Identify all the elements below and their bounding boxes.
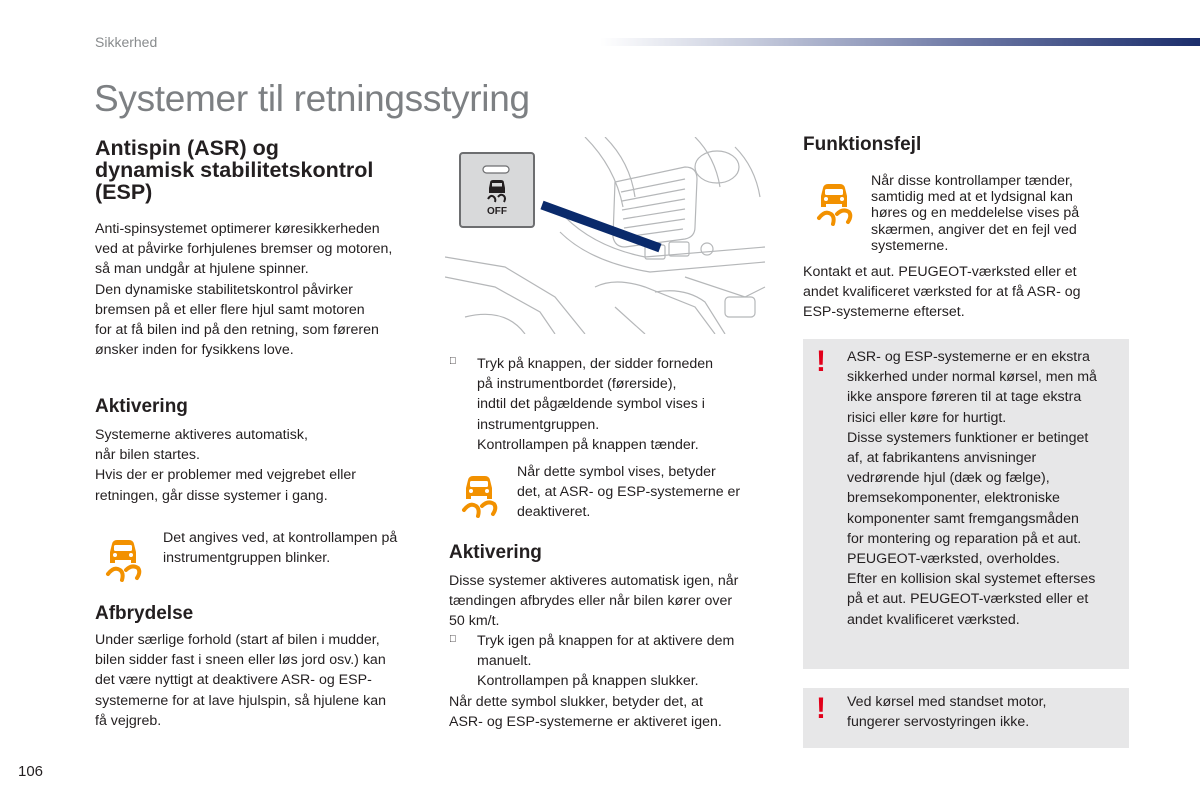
off-label: OFF: [487, 206, 507, 217]
page-number: 106: [18, 763, 44, 780]
deactivation-text: Under særlige forhold (start af bilen i mudder, bilen sidder fast i sneen eller løs jord osv.) kan det være nyttigt at deaktivere ASR- og ESP- systemerne for at lave hjulspin, så hjulene kan få vejgreb.: [95, 632, 387, 729]
fault-heading: Funktionsfejl: [803, 134, 922, 155]
exclamation-icon: !: [816, 692, 826, 725]
deactivation-heading: Afbrydelse: [95, 603, 194, 624]
press-again-text: Tryk igen på knappen for at aktivere dem manuelt. Kontrollampen på knappen slukker.: [477, 633, 735, 690]
pointer-arrow: [540, 195, 670, 255]
left-heading: Antispin (ASR) og dynamisk stabilitetskontrol (ESP): [95, 136, 374, 204]
section-label: Sikkerhed: [95, 34, 158, 50]
activation-heading: Aktivering: [95, 396, 188, 417]
fault-contact: Kontakt et aut. PEUGEOT-værksted eller et andet kvalificeret værksted for at få ASR- og ESP-systemerne efterset.: [803, 264, 1081, 321]
fault-note: Når disse kontrollamper tænder, samtidig med at et lydsignal kan høres og en meddelelse vises på skærmen, angiver det en fejl ved systemerne.: [871, 173, 1080, 254]
skid-car-off-icon: [460, 474, 498, 518]
reactivation-heading: Aktivering: [449, 542, 542, 563]
intro-text: Anti-spinsystemet optimerer køresikkerheden ved at påvirke forhjulenes bremser og motoren, så man undgår at hjulene spinner. Den dynamiske stabilitetskontrol påvirker bremsen på et eller flere hjul samt motoren for at få bilen ind på den retning, som føreren ønsker inden for fysikkens love.: [95, 221, 393, 359]
blink-note: Det angives ved, at kontrollampen på instrumentgruppen blinker.: [163, 530, 398, 567]
bullet-icon: [449, 634, 457, 645]
page-title: Systemer til retningsstyring: [94, 78, 530, 119]
symbol-off-text: Når dette symbol slukker, betyder det, at ASR- og ESP-systemerne er aktiveret igen.: [449, 694, 722, 731]
deactivated-note: Når dette symbol vises, betyder det, at ASR- og ESP-systemerne er deaktiveret.: [517, 464, 741, 521]
warning-text: ASR- og ESP-systemerne er en ekstra sikkerhed under normal kørsel, men må ikke anspore føreren til at tage ekstra risici eller køre for hurtigt. Disse systemers funktioner er betinget af, at fabrikantens anvisninger vedrørende hjul (dæk og fælge), bremsekomponenter, elektroniske komponenter samt fremgangsmåden for montering og reparation på et aut. PEUGEOT-værksted, overholdes. Efter en kollision skal systemet efterses på et aut. PEUGEOT-værksted eller et andet kvalificeret værksted.: [847, 349, 1097, 628]
exclamation-icon: !: [816, 345, 826, 378]
activation-text: Systemerne aktiveres automatisk, når bilen startes. Hvis der er problemer med vejgrebet eller retningen, går disse systemer i gang.: [95, 427, 357, 504]
warning-text: Ved kørsel med standset motor, fungerer servostyringen ikke.: [847, 694, 1047, 731]
esp-off-button-icon: [459, 152, 535, 228]
skid-car-icon: [104, 538, 142, 582]
reactivation-text: Disse systemer aktiveres automatisk igen, når tændingen afbrydes eller når bilen kører over 50 km/t.: [449, 573, 739, 630]
bullet-icon: [449, 356, 457, 367]
press-text: Tryk på knappen, der sidder forneden på instrumentbordet (førerside), indtil det pågældende symbol vises i instrumentgruppen. Kontrollampen på knappen tænder.: [477, 356, 714, 453]
skid-car-fault-icon: [815, 182, 853, 226]
header-bar: [600, 38, 1200, 46]
